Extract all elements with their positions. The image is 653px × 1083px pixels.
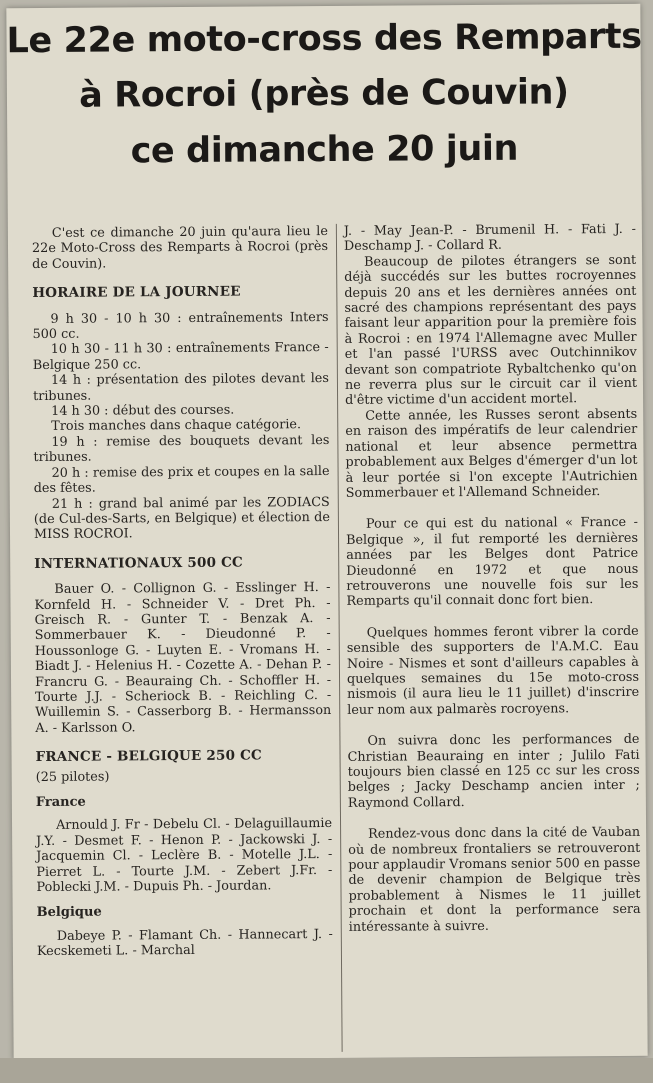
paragraph-performances: On suivra donc les performances de Christian Beauraing en inter ; Julilo Fati toujours bien classé en 125 cc sur les cross belges ; Jacky Deschamp ancien inter ; Raymond Collard. xyxy=(347,732,640,811)
schedule-heading: HORAIRE DE LA JOURNEE xyxy=(32,283,241,302)
paragraph-local-riders: Quelques hommes feront vibrer la corde sensible des supporters de l'A.M.C. Eau Noire - Nismes et sont d'ailleurs capables à quelques semaines du 15e moto-cross nismois (il aura lieu le 11 juillet) d'inscrire leur nom aux palmarès rocroyens. xyxy=(346,623,640,718)
belgique-riders-list: Dabeye P. - Flamant Ch. - Hannecart J. - Kecskemeti L. - Marchal xyxy=(36,926,333,960)
schedule-item: 9 h 30 - 10 h 30 : entraînements Inters 500 cc. xyxy=(32,309,329,343)
paragraph-national: Pour ce qui est du national « France - Belgique », il fut remporté les dernières années par les Belges dont Patrice Dieudonné en 1972 et que nous retrouverons une nouvelle fois sur les Remparts qu'il connait donc fort bien. xyxy=(346,515,639,610)
inter-heading: INTERNATIONAUX 500 CC xyxy=(34,554,244,572)
paragraph-russians-absent: Cette année, les Russes seront absents en raison des impératifs de leur calendrier national et leur absence permettra probablement aux Belges d'émerger d'un lot à leur portée si l'on excepte l'Autrichien Sommerbauer et l'Allemand Schneider. xyxy=(345,406,638,501)
schedule-item: 10 h 30 - 11 h 30 : entraînements France - Belgique 250 cc. xyxy=(32,340,329,373)
inter-riders-list: Bauer O. - Collignon G. - Esslinger H. - Kornfeld H. - Schneider V. - Dret Ph. - Greisch R. - Gunter T. - Benzak A. - Sommerbauer K. - Dieudonné P. - Houssonloge G. - Luyten E. - Vromans H. - Biadt J. - Helenius H. - Cozette A. - Dehan P. - Francru G. - Beauraing Ch. - Schoffler H. - Tourte J.J. - Scheriock B. - Reichling C. - Wuillemin S. - Casserborg B. - Hermansson A. - Karlsson O. xyxy=(34,580,332,736)
schedule-item: 21 h : grand bal animé par les ZODIACS (de Cul-des-Sarts, en Belgique) et élection de MISS ROCROI. xyxy=(33,494,330,543)
france-heading: France xyxy=(35,794,86,811)
background-edge xyxy=(0,1058,653,1083)
france-riders-list: Arnould J. Fr - Debelu Cl. - Delaguillaumie J.Y. - Desmet F. - Henon P. - Jackowski J. - Jacquemin Cl. - Leclère B. - Motelle J.L. - Pierret L. - Tourte J.M. - Zebert J.Fr. - Poblecki J.M. - Dupuis Ph. - Jourdan. xyxy=(36,816,333,896)
left-column xyxy=(32,224,333,960)
rider-count: (25 pilotes) xyxy=(35,769,110,785)
belgique-heading: Belgique xyxy=(36,905,102,921)
belgique-riders-continued: J. - May Jean-P. - Brumenil H. - Fati J. - Deschamp J. - Collard R. xyxy=(343,221,636,255)
schedule-item: Trois manches dans chaque catégorie. xyxy=(51,417,302,435)
headline-line-2: à Rocroi (près de Couvin) xyxy=(79,72,569,117)
column-divider xyxy=(336,224,343,1052)
paragraph-foreign-riders: Beaucoup de pilotes étrangers se sont déjà succédés sur les buttes rocroyennes depuis 20 ans et les dernières années ont sacré des champions représentant des pays faisant leur apparition pour la première fois à Rocroi : en 1974 l'Allemagne avec Muller et l'an passé l'URSS avec Outchinnikov devant son compatriote Rybaltchenko qu'on ne reverra plus sur le circuit car il vient d'être victime d'un accident mortel. xyxy=(344,252,638,409)
intro-paragraph: C'est ce dimanche 20 juin qu'aura lieu le 22e Moto-Cross des Remparts à Rocroi (près de Couvin). xyxy=(31,223,329,272)
paragraph-rendezvous: Rendez-vous donc dans la cité de Vauban où de nombreux frontaliers se retrouveront pour applaudir Vromans senior 500 en passe de devenir champion de Belgique très probablement à Nismes le 11 juillet prochain et dont la performance sera intéressante à suivre. xyxy=(348,825,641,935)
headline xyxy=(6,10,641,180)
newspaper-clipping xyxy=(6,4,647,1060)
right-column xyxy=(344,222,641,935)
headline-line-1: Le 22e moto-cross des Remparts xyxy=(6,16,642,62)
france-belgique-heading: FRANCE - BELGIQUE 250 CC xyxy=(35,747,263,766)
schedule-item: 20 h : remise des prix et coupes en la salle des fêtes. xyxy=(33,463,330,497)
schedule-item: 14 h 30 : début des courses. xyxy=(51,402,235,419)
schedule-item: 14 h : présentation des pilotes devant les tribunes. xyxy=(32,371,329,404)
schedule-list xyxy=(32,310,330,543)
schedule-item: 19 h : remise des bouquets devant les tribunes. xyxy=(33,432,330,466)
headline-line-3: ce dimanche 20 juin xyxy=(130,128,519,171)
